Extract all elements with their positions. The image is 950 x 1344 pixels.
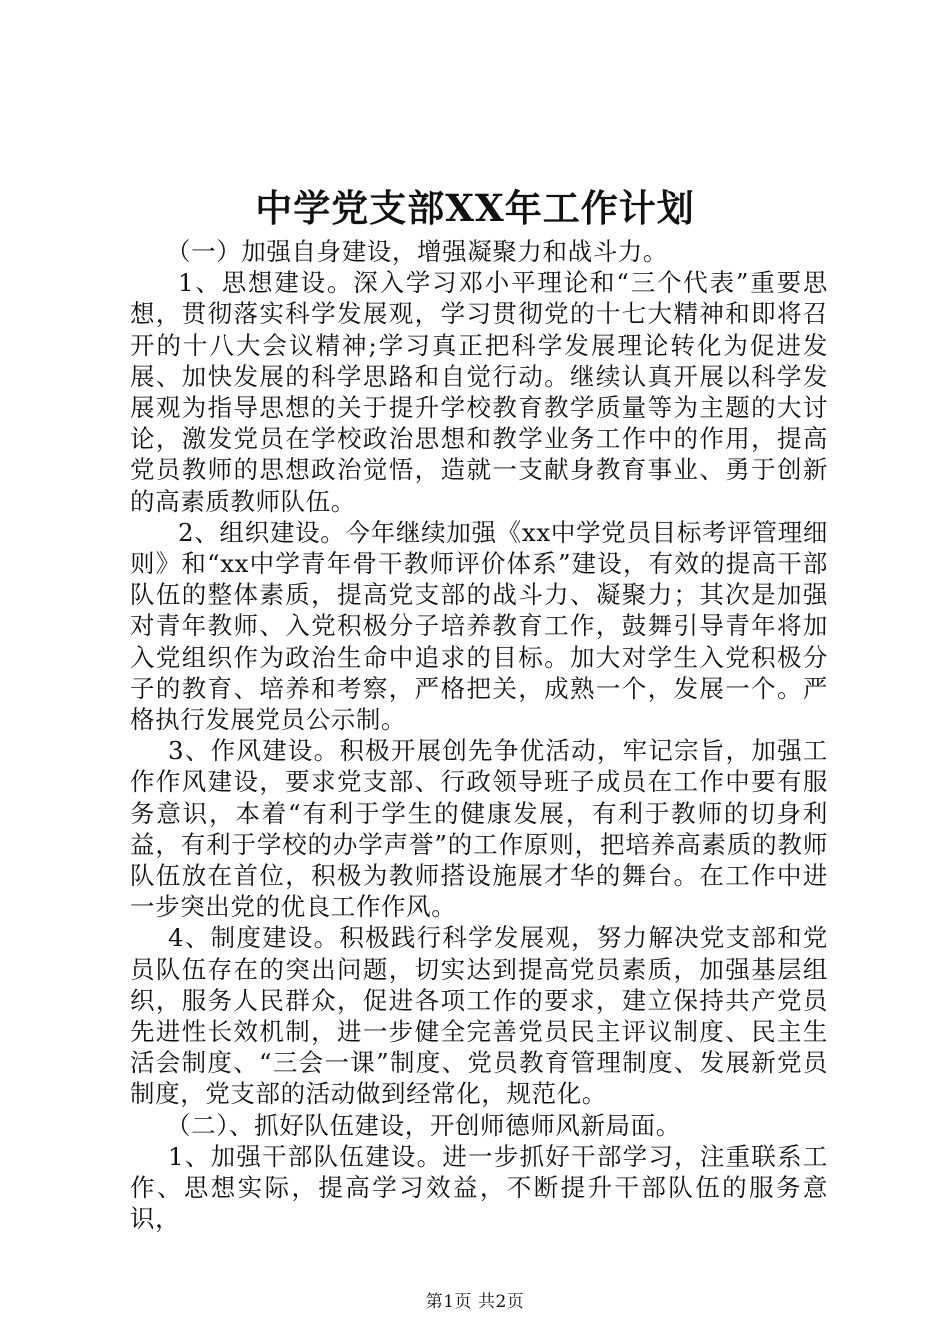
section-heading-1: （一）加强自身建设，增强凝聚力和战斗力。	[166, 237, 668, 266]
document-body	[130, 236, 828, 1235]
paragraph-style-building: 3、作风建设。积极开展创先争优活动，牢记宗旨，加强工作作风建设，要求党支部、行政领导班子成员在工作中要有服务意识，本着“有利于学生的健康发展，有利于教师的切身利益，有利于学校的办学声誉”的工作原则，把培养高素质的教师队伍放在首位，积极为教师搭设施展才华的舞台。在工作中进一步突出党的优良工作作风。	[130, 736, 828, 922]
section-heading-2: （二）、抓好队伍建设，开创师德师风新局面。	[166, 1110, 681, 1140]
document-title: 中学党支部XX年工作计划	[255, 186, 695, 230]
paragraph-ideological-building: 1、思想建设。深入学习邓小平理论和“三个代表”重要思想，贯彻落实科学发展观，学习贯彻党的十七大精神和即将召开的十八大会议精神;学习真正把科学发展理论转化为促进发展、加快发展的科学思路和自觉行动。继续认真开展以科学发展观为指导思想的关于提升学校教育教学质量等为主题的大讨论，激发党员在学校政治思想和教学业务工作中的作用，提高党员教师的思想政治觉悟，造就一支献身教育事业、勇于创新的高素质教师队伍。	[130, 268, 828, 516]
paragraph-cadre-team-building: 1、加强干部队伍建设。进一步抓好干部学习，注重联系工作、思想实际，提高学习效益，不断提升干部队伍的服务意识，	[130, 1141, 828, 1234]
paragraph-organization-building: 2、组织建设。今年继续加强《xx中学党员目标考评管理细则》和“xx中学青年骨干教师评价体系”建设，有效的提高干部队伍的整体素质，提高党支部的战斗力、凝聚力；其次是加强对青年教师、入党积极分子培养教育工作，鼓舞引导青年将加入党组织作为政治生命中追求的目标。加大对学生入党积极分子的教育、培养和考察，严格把关，成熟一个，发展一个。严格执行发展党员公示制。	[130, 517, 828, 735]
paragraph-system-building: 4、制度建设。积极践行科学发展观，努力解决党支部和党员队伍存在的突出问题，切实达到提高党员素质，加强基层组织，服务人民群众，促进各项工作的要求，建立保持共产党员先进性长效机制，进一步健全完善党员民主评议制度、民主生活会制度、“三会一课”制度、党员教育管理制度、发展新党员制度，党支部的活动做到经常化，规范化。	[130, 923, 828, 1109]
page-footer: 第1页 共2页	[425, 1292, 525, 1312]
